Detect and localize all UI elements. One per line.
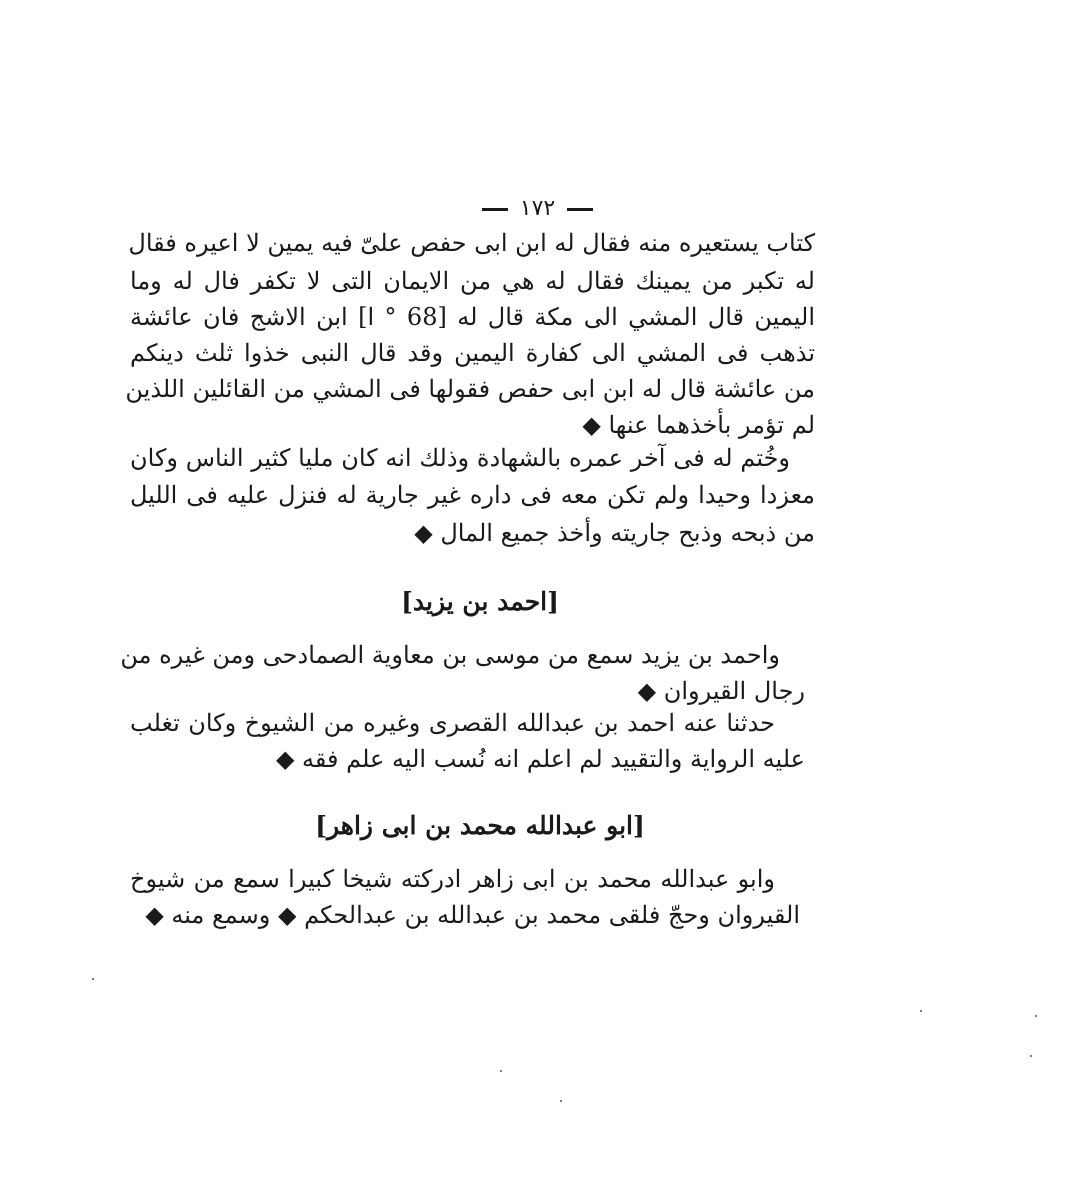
page-number-text: ١٧٢ xyxy=(519,196,556,221)
scan-speck xyxy=(560,1100,562,1102)
text-line: كتاب يستعيره منه فقال له ابن ابى حفص علىّ فيه يمين لا اعيره فقال xyxy=(128,229,815,257)
text-line: لم تؤمر بأخذهما عنها ◆ xyxy=(582,411,815,439)
text-line: عليه الرواية والتقييد لم اعلم انه نُسب اليه علم فقه ◆ xyxy=(275,745,805,773)
page-number-dash xyxy=(482,208,508,211)
text-line: القيروان وحجّ فلقى محمد بن عبدالله بن عبدالحكم ◆ وسمع منه ◆ xyxy=(145,901,800,929)
scan-speck xyxy=(500,1070,502,1072)
page-number xyxy=(0,196,1075,221)
text-line: وخُتم له فى آخر عمره بالشهادة وذلك انه كان مليا كثير الناس وكان xyxy=(130,444,790,472)
text-line: من ذبحه وذبح جاريته وأخذ جميع المال ◆ xyxy=(414,519,815,547)
scan-speck xyxy=(1030,1055,1032,1057)
text-line: له تكبر من يمينك فقال له هي من الايمان التى لا تكفر فال له وما xyxy=(130,267,815,295)
text-line: من عائشة قال له ابن ابى حفص فقولها فى المشي من القائلين اللذين xyxy=(125,375,815,403)
section-heading: [ابو عبدالله محمد بن ابى زاهر] xyxy=(315,811,645,840)
text-line: اليمين قال المشي الى مكة قال له [68 ° ا] ابن الاشج فان عائشة xyxy=(130,303,815,331)
scan-speck xyxy=(920,1010,922,1012)
scan-speck xyxy=(1035,1015,1037,1017)
text-line: معزدا وحيدا ولم تكن معه فى داره غير جارية له فنزل عليه فى الليل xyxy=(130,481,815,509)
text-line: حدثنا عنه احمد بن عبدالله القصرى وغيره من الشيوخ وكان تغلب xyxy=(130,709,775,737)
page-number-dash xyxy=(567,208,593,211)
scan-speck xyxy=(92,978,94,980)
text-line: وابو عبدالله محمد بن ابى زاهر ادركته شيخا كبيرا سمع من شيوخ xyxy=(130,865,775,893)
text-line: واحمد بن يزيد سمع من موسى بن معاوية الصمادحى ومن غيره من xyxy=(120,641,780,669)
text-line: رجال القيروان ◆ xyxy=(637,677,805,705)
section-heading: [احمد بن يزيد] xyxy=(401,587,559,616)
text-line: تذهب فى المشي الى كفارة اليمين وقد قال النبى خذوا ثلث دينكم xyxy=(130,339,815,367)
